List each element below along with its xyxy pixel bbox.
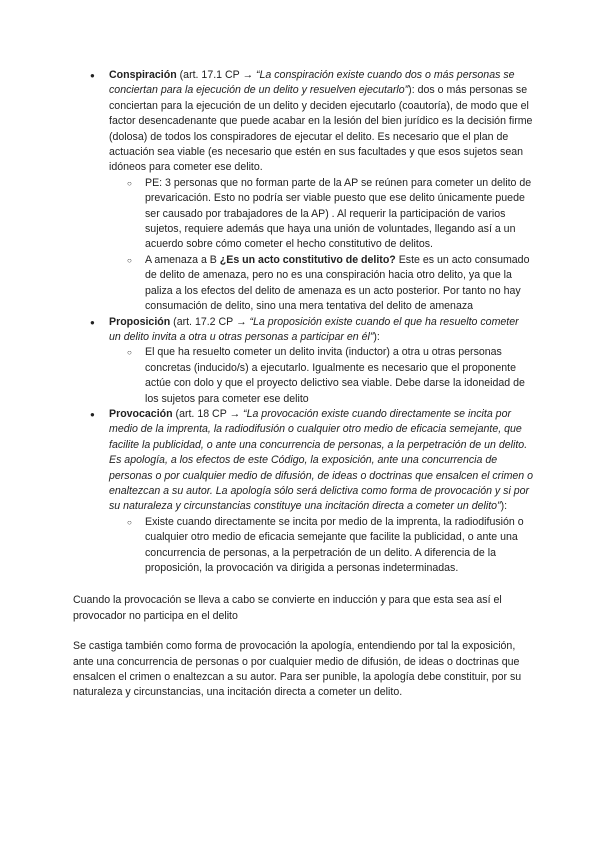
sub-list [109,345,533,407]
sub-item-prefix: A amenaza a B [145,253,220,266]
sub-item-text: Existe cuando directamente se incita por medio de la imprenta, la radiodifusión o cualquier otro medio de eficacia semejante que facilite la publicidad, o ante una concurrencia de personas, a la perpetración de un delito. A diferencia de la proposición, la provocación va dirigida a personas indeterminadas. [145,515,524,574]
term-label: Provocación [109,407,173,420]
sub-list [109,515,533,577]
paragraph-induccion: Cuando la provocación se lleva a cabo se convierte en inducción y para que esta sea así el provocador no participa en el delito [73,594,502,622]
sub-item-text: El que ha resuelto cometer un delito invita (inductor) a otra u otras personas concretas (inducido/s) a ejecutarlo. Igualmente es necesario que el proponente actúe con dolo y que el proyecto delictivo sea viable. Debe darse la idoneidad de los sujetos para cometer ese delito [145,346,525,405]
list-item-conspiracion [73,68,533,315]
item-explanation: ): [500,500,508,513]
sub-list-item [109,253,533,315]
sub-list-item [109,176,533,253]
legal-quote: “La provocación existe cuando directamente se incita por medio de la imprenta, la radiodifusión o cualquier otro medio de eficacia semejante, que facilite la publicidad, o ante una concurrencia de personas, a la perpetración de un delito. Es apología, a los efectos de este Código, la exposición, ante una concurrencia de personas o por cualquier medio de difusión, de ideas o doctrinas que ensalcen el crimen o enaltezcan a su autor. La apología sólo será delictiva como forma de provocación y si por su naturaleza y circunstancias constituye una incitación directa a cometer un delito” [109,407,534,513]
item-explanation: ): [373,330,380,343]
sub-list [109,176,533,315]
term-label: Conspiración [109,69,177,81]
term-label: Proposición [109,315,171,328]
sub-list-item [109,515,533,577]
article-reference: (art. 17.1 CP → [176,69,256,81]
article-reference: (art. 18 CP → [172,407,244,420]
article-list [73,68,533,576]
sub-item-text: Este es un acto consumado de delito de amenaza, pero no es una conspiración hacia otro delito, ya que la paliza a los efectos del delito de amenaza es un acto posterior. Por tanto no hay consumación de delito, sino una mera tentativa del delito de amenaza [145,253,530,313]
sub-item-text: PE: 3 personas que no forman parte de la AP se reúnen para cometer un delito de prevaricación. Esto no podría ser viable puesto que ese delito únicamente puede ser causado por trabajadores de la AP) . Al requerir la participación de varios sujetos, requiere además que haya una unión de voluntades, llegando así a un acuerdo sobre cómo cometer el hecho constitutivo de delitos. [145,176,532,251]
sub-item-question: ¿Es un acto constitutivo de delito? [219,253,396,266]
legal-quote: “La conspiración existe cuando dos o más personas se conciertan para la ejecución de un delito y resuelven ejecutarlo” [109,69,515,97]
item-explanation: ): dos o más personas se conciertan para la ejecución de un delito y deciden ejecutarlo (coautoría), de modo que el factor desencadenante que puede acabar en la lesión del bien jurídico es la decisión firme (dolosa) de todos los conspiradores de ejecutar el delito. Es necesario que el plan de actuación sea viable (es necesario que estén en sus facultades y que esos sujetos sean idóneos para cometer ese delito. [109,84,533,174]
list-item-provocacion [73,407,533,576]
paragraph-apologia: Se castiga también como forma de provocación la apología, entendiendo por tal la exposición, ante una concurrencia de personas o por cualquier medio de difusión, de ideas o doctrinas que ensalcen el crimen o enaltezcan a su autor. Para ser punible, la apología debe constituir, por su naturaleza y circunstancias, una incitación directa a cometer un delito. [73,640,522,699]
document-body [73,68,533,701]
legal-quote: “La proposición existe cuando el que ha resuelto cometer un delito invita a otra u otras personas a participar en él” [109,315,519,343]
list-item-proposicion [73,315,533,407]
sub-list-item [109,345,533,407]
article-reference: (art. 17.2 CP → [170,315,250,328]
